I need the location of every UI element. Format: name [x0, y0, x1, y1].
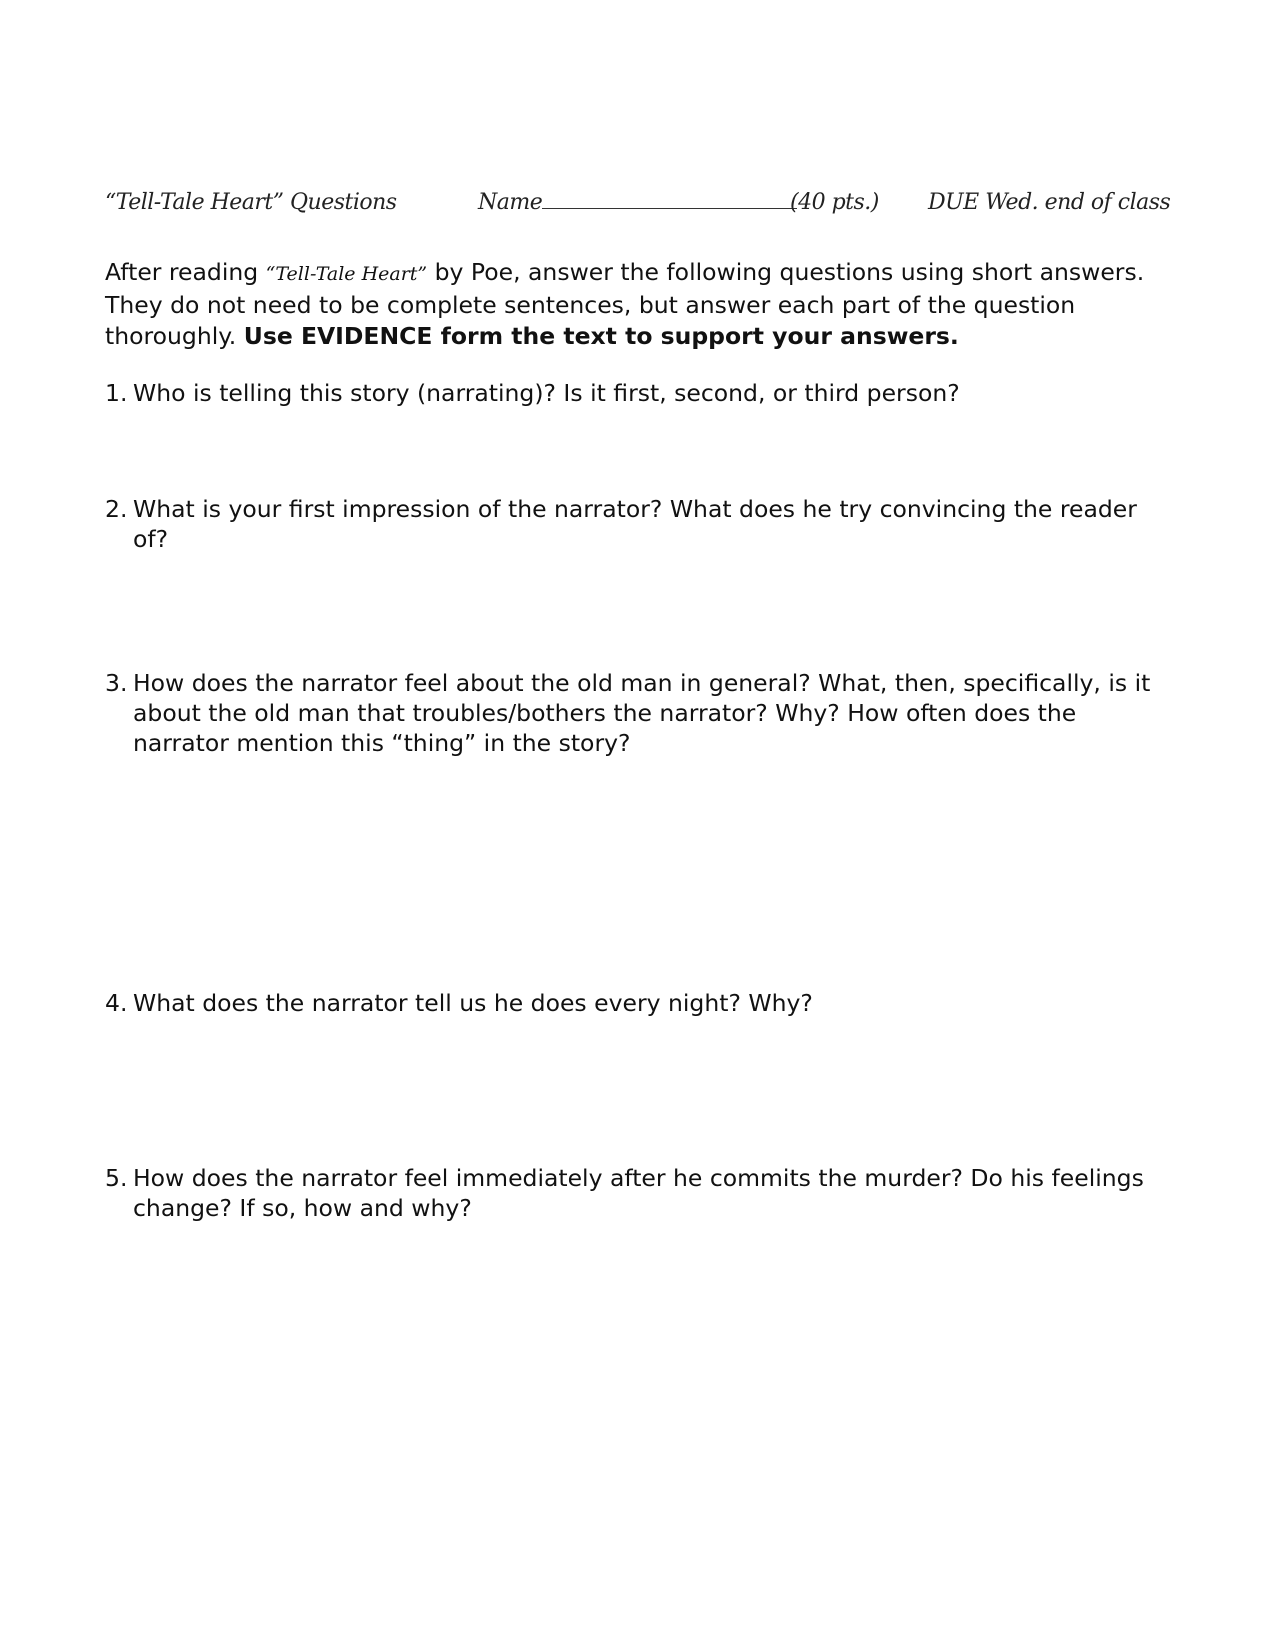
question-1 [105, 378, 1155, 408]
question-2 [105, 494, 1155, 554]
instructions-emphasis: Use EVIDENCE form the text to support your answers. [243, 322, 959, 350]
due-date: DUE Wed. end of class [928, 190, 1171, 215]
question-number: 3. [105, 669, 128, 697]
question-text: How does the narrator feel about the old man in general? What, then, specifically, is it about the old man that troubles/bothers the narrator? Why? How often does the narrator mention this “thing” in the story? [133, 669, 1151, 757]
question-number: 2. [105, 495, 128, 523]
question-text: What is your first impression of the narrator? What does he try convincing the reader of? [133, 495, 1137, 553]
instructions [105, 257, 1155, 352]
question-number: 5. [105, 1164, 128, 1192]
question-text: Who is telling this story (narrating)? Is it first, second, or third person? [133, 379, 960, 407]
name-field [478, 190, 797, 215]
question-text: How does the narrator feel immediately after he commits the murder? Do his feelings change? If so, how and why? [133, 1164, 1144, 1222]
points-value: (40 pts.) [790, 190, 879, 215]
instructions-text-middle: by Poe, answer the following questions using short answers. They do not need to be complete sentences, but answer each part of the question thoroughly. [105, 258, 1145, 350]
question-4 [105, 988, 1155, 1018]
name-label: Name [478, 190, 543, 215]
story-title-inline: “Tell-Tale Heart” [265, 263, 428, 285]
question-3 [105, 668, 1155, 758]
question-number: 4. [105, 989, 128, 1017]
worksheet-title: “Tell-Tale Heart” Questions [105, 190, 397, 215]
instructions-text-start: After reading [105, 258, 266, 286]
question-5 [105, 1163, 1155, 1223]
question-number: 1. [105, 379, 128, 407]
worksheet-header [105, 190, 1171, 226]
question-text: What does the narrator tell us he does every night? Why? [133, 989, 813, 1017]
name-blank-line [542, 190, 797, 209]
